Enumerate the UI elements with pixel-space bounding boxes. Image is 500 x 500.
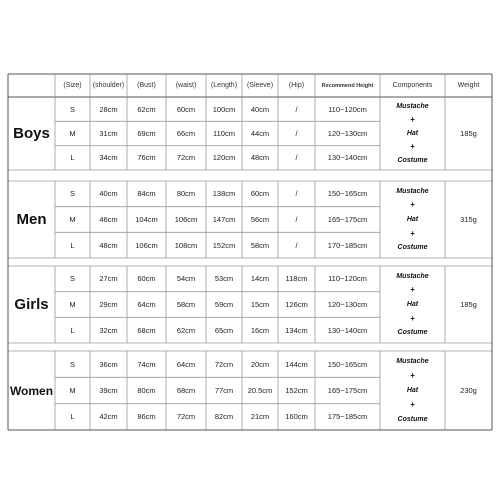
table-cell: 100cm [212,104,236,114]
group-name: Girls [14,296,49,313]
components-plus: + [410,285,415,295]
table-cell: / [295,104,298,114]
table-cell: 108cm [174,240,198,250]
table-cell: 77cm [214,385,234,395]
table-cell: 152cm [285,385,308,395]
table-cell: 56cm [250,214,270,224]
table-cell: 104cm [135,214,158,224]
table-cell: / [295,153,298,163]
table-cell: 40cm [250,104,270,114]
components-plus: + [410,200,415,210]
table-cell: 39cm [99,385,118,395]
table-cell: 34cm [99,153,118,163]
table-cell: S [69,359,75,369]
table-cell: 48cm [250,153,270,163]
table-cell: 20cm [250,359,270,369]
table-cell: M [69,214,76,224]
table-cell: 36cm [99,359,118,369]
column-header: Weight [457,82,480,89]
table-cell: 106cm [135,240,158,250]
group-name: Women [9,383,54,398]
table-cell: 29cm [99,299,118,309]
table-cell: 76cm [137,153,156,163]
table-cell: 68cm [137,325,156,335]
components-plus: + [410,313,415,323]
component-item: Costume [397,329,428,337]
table-cell: 72cm [176,153,196,163]
table-cell: M [69,299,76,309]
table-cell: 59cm [214,299,234,309]
group-name: Boys [13,125,50,142]
table-cell: 86cm [137,412,156,422]
table-cell: 48cm [99,240,118,250]
column-header: Components [392,82,433,89]
weight-value: 185g [460,129,477,138]
table-cell: 118cm [285,274,308,284]
table-cell: 144cm [285,359,308,369]
table-cell: 152cm [212,240,236,250]
table-cell: 175~185cm [327,412,368,422]
table-cell: 14cm [250,274,270,284]
table-cell: 60cm [176,104,196,114]
table-cell: 15cm [250,299,270,309]
components-plus: + [410,400,415,409]
table-cell: 46cm [99,214,118,224]
component-item: Hat [406,300,419,308]
table-cell: 80cm [137,385,156,395]
component-item: Mustache [396,103,429,110]
component-item: Costume [397,157,428,164]
table-cell: 54cm [176,274,196,284]
column-header: (Sleeve) [246,82,274,89]
table-cell: S [69,189,75,199]
table-cell: 27cm [99,274,118,284]
table-cell: 16cm [250,325,270,335]
table-cell: 20.5cm [247,385,273,395]
table-cell: L [70,325,75,335]
component-item: Costume [397,244,428,252]
table-cell: 64cm [176,359,196,369]
table-cell: 62cm [137,104,156,114]
table-cell: M [69,385,76,395]
table-cell: 62cm [176,325,196,335]
table-cell: S [69,274,75,284]
table-cell: 42cm [99,412,118,422]
table-cell: 32cm [99,325,118,335]
table-cell: 58cm [176,299,196,309]
weight-value: 315g [460,215,477,224]
table-cell: L [70,153,75,163]
table-cell: 74cm [137,359,156,369]
table-cell: 44cm [250,128,270,138]
table-cell: 82cm [214,412,234,422]
table-cell: 126cm [285,299,308,309]
component-item: Mustache [396,358,429,365]
table-cell: 134cm [285,325,308,335]
table-cell: 58cm [250,240,270,250]
table-cell: 84cm [137,189,156,199]
table-cell: 64cm [137,299,156,309]
table-cell: / [295,128,298,138]
table-cell: M [69,128,76,138]
component-item: Hat [406,130,419,137]
table-cell: 165~175cm [327,214,368,224]
table-cell: 138cm [212,189,236,199]
table-cell: 80cm [176,189,196,199]
table-cell: 110cm [213,128,235,138]
weight-value: 185g [460,300,477,309]
table-cell: 170~185cm [327,240,368,250]
column-header: (Hip) [288,82,305,89]
table-cell: 28cm [99,104,118,114]
components-plus: + [410,228,415,238]
table-cell: 165~175cm [327,385,368,395]
table-cell: / [295,214,298,224]
column-header: (Length) [210,82,238,89]
component-item: Hat [406,387,419,394]
table-cell: 110~120cm [328,104,367,114]
table-cell: 130~140cm [327,153,368,163]
components-plus: + [410,115,415,124]
table-cell: 110~120cm [328,274,367,284]
table-cell: / [295,189,298,199]
table-cell: L [70,240,75,250]
table-cell: / [295,240,298,250]
column-header: (waist) [175,82,197,89]
table-cell: 68cm [176,385,196,395]
component-item: Hat [406,215,419,223]
table-cell: 69cm [137,128,156,138]
component-item: Mustache [396,187,429,195]
table-cell: 160cm [285,412,308,422]
weight-value: 230g [460,386,477,395]
component-item: Costume [397,416,428,423]
table-cell: 60cm [250,189,270,199]
table-cell: 72cm [176,412,196,422]
table-cell: 147cm [212,214,236,224]
group-name: Men [16,211,47,228]
table-cell: 150~165cm [327,189,368,199]
column-header: (shoulder) [92,82,125,89]
table-cell: 66cm [176,128,196,138]
component-item: Mustache [396,272,429,280]
components-plus: + [410,142,415,151]
table-cell: 150~165cm [327,359,368,369]
table-cell: 60cm [137,274,156,284]
column-header: (Bust) [137,82,156,89]
table-cell: 120~130cm [327,128,368,138]
table-cell: 120~130cm [327,299,368,309]
column-header: Recommend Height [321,82,374,89]
table-cell: 106cm [174,214,198,224]
components-plus: + [410,371,415,380]
column-header: (Size) [63,82,82,89]
table-cell: 31cm [99,128,118,138]
table-cell: 53cm [214,274,234,284]
table-cell: 72cm [214,359,234,369]
table-cell: 40cm [99,189,118,199]
table-cell: 21cm [250,412,270,422]
table-cell: 130~140cm [327,325,368,335]
table-cell: L [70,412,75,422]
table-cell: 120cm [212,153,236,163]
table-cell: S [69,104,75,114]
table-cell: 65cm [214,325,234,335]
